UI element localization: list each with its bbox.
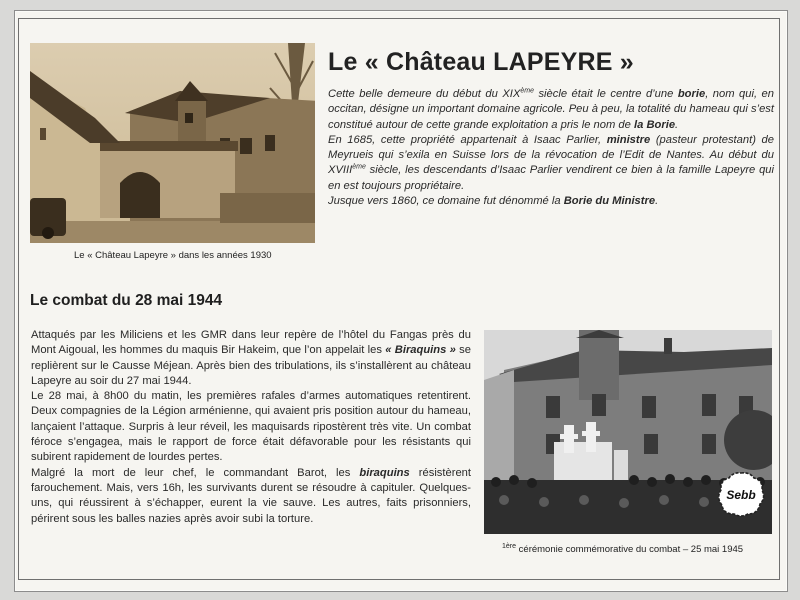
- chateau-1930-photo: [30, 43, 315, 243]
- intro-paragraph-3: Jusque vers 1860, ce domaine fut dénommé la Borie du Ministre.: [328, 195, 659, 208]
- intro-paragraph-1: Cette belle demeure du début du XIXème siècle était le centre d’une borie, nom qui, en occitan, désigne un important domaine agricole. Peu à peu, la totalité du hameau qui s’est constitué autour de cette grande exploitation a pris le nom de la Borie.: [328, 87, 774, 131]
- photo-top-caption: Le « Château Lapeyre » dans les années 1930: [74, 250, 272, 261]
- photo-bottom-caption: $^{1ère}$ cérémonie commémorative du combat – 25 mai 1945: [502, 542, 744, 555]
- sebb-logo: [716, 470, 766, 518]
- combat-text: [31, 328, 471, 527]
- intro-text: [328, 87, 774, 209]
- page-title: Le « Château LAPEYRE »: [328, 48, 634, 76]
- section-title: Le combat du 28 mai 1944: [30, 292, 223, 309]
- combat-paragraph-1: Attaqués par les Miliciens et les GMR dans leur repère de l’hôtel du Fangas près du Mont Aigoual, les hommes du maquis Bir Hakeim, que l’on appelait les « Biraquins » se replièrent sur le Causse Méjean. Après bien des tribulations, ils s’installèrent au château Lapeyre au soir du 27 mai 1944.: [31, 329, 471, 387]
- combat-paragraph-2: Le 28 mai, à 8h00 du matin, les premières rafales d’armes automatiques retentirent. Deux compagnies de la Légion arménienne, qui avaient pris position autour du hameau, lançaient l’attaque. Surpris à leur réveil, les maquisards ripostèrent très vite. Un combat féroce s’engagea, mais le rapport de force était défavorable pour les résistants qui subirent rapidement de lourdes pertes.: [31, 390, 471, 464]
- sebb-logo-text: Sebb: [726, 488, 756, 502]
- intro-paragraph-2: En 1685, cette propriété appartenait à Isaac Parlier, ministre (pasteur protestant) de Meyrueis qui s’exila en Suisse lors de la révocation de l’Edit de Nantes. Au début du XVIIIème siècle, les descendants d’Isaac Parlier vendirent ce bien à la famille Lapeyre qui en est toujours propriétaire.: [328, 133, 774, 192]
- combat-paragraph-3: Malgré la mort de leur chef, le commandant Barot, les biraquins résistèrent farouchement. Mais, vers 16h, les survivants durent se résoudre à capituler. Quelques-uns, qui réussirent à s’échapper, eurent la vie sauve. Les autres, faits prisonniers, périrent sous les balles nazies après avoir subi la torture.: [31, 466, 472, 525]
